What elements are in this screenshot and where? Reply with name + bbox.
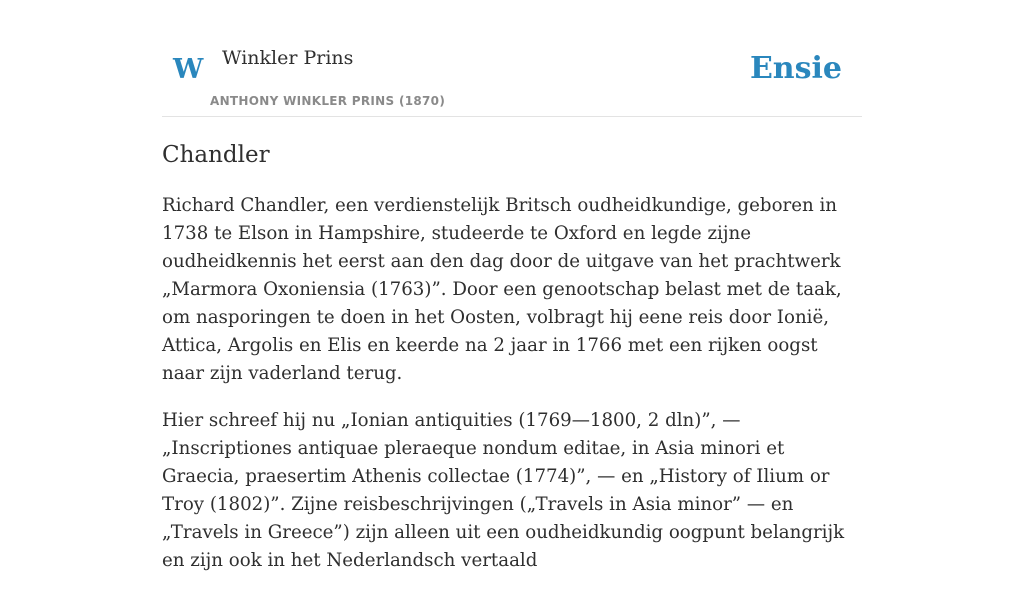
article-title: Chandler (162, 142, 270, 168)
article-body (162, 192, 862, 594)
article-paragraph: Richard Chandler, een verdienstelijk Britsch oudheidkundige, geboren in 1738 te Elson in Hampshire, studeerde te Oxford en legde zijne oudheidkennis het eerst aan den dag door de uitgave van het prachtwerk „Marmora Oxoniensia (1763)”. Door een genootschap belast met de taak, om nasporingen te doen in het Oosten, volbragt hij eene reis door Ionië, Attica, Argolis en Elis en keerde na 2 jaar in 1766 met een rijken oogst naar zijn vaderland terug. (162, 195, 842, 384)
source-logo: W (173, 54, 204, 85)
article-paragraph: Hier schreef hij nu „Ionian antiquities (1769—1800, 2 dln)”, — „Inscriptiones antiquae pleraeque nondum editae, in Asia minori et Graecia, praesertim Athenis collectae (1774)”, — en „History of Ilium or Troy (1802)”. Zijne reisbeschrijvingen („Travels in Asia minor” — en „Travels in Greece”) zijn alleen uit een oudheidkundig oogpunt belangrijk en zijn ook in het Nederlandsch vertaald (162, 410, 845, 571)
source-title[interactable]: Winkler Prins (222, 47, 354, 69)
source-header (162, 0, 862, 117)
brand-logo[interactable]: Ensie (749, 51, 842, 86)
page-container (162, 0, 862, 571)
source-subtitle: ANTHONY WINKLER PRINS (1870) (210, 94, 446, 108)
